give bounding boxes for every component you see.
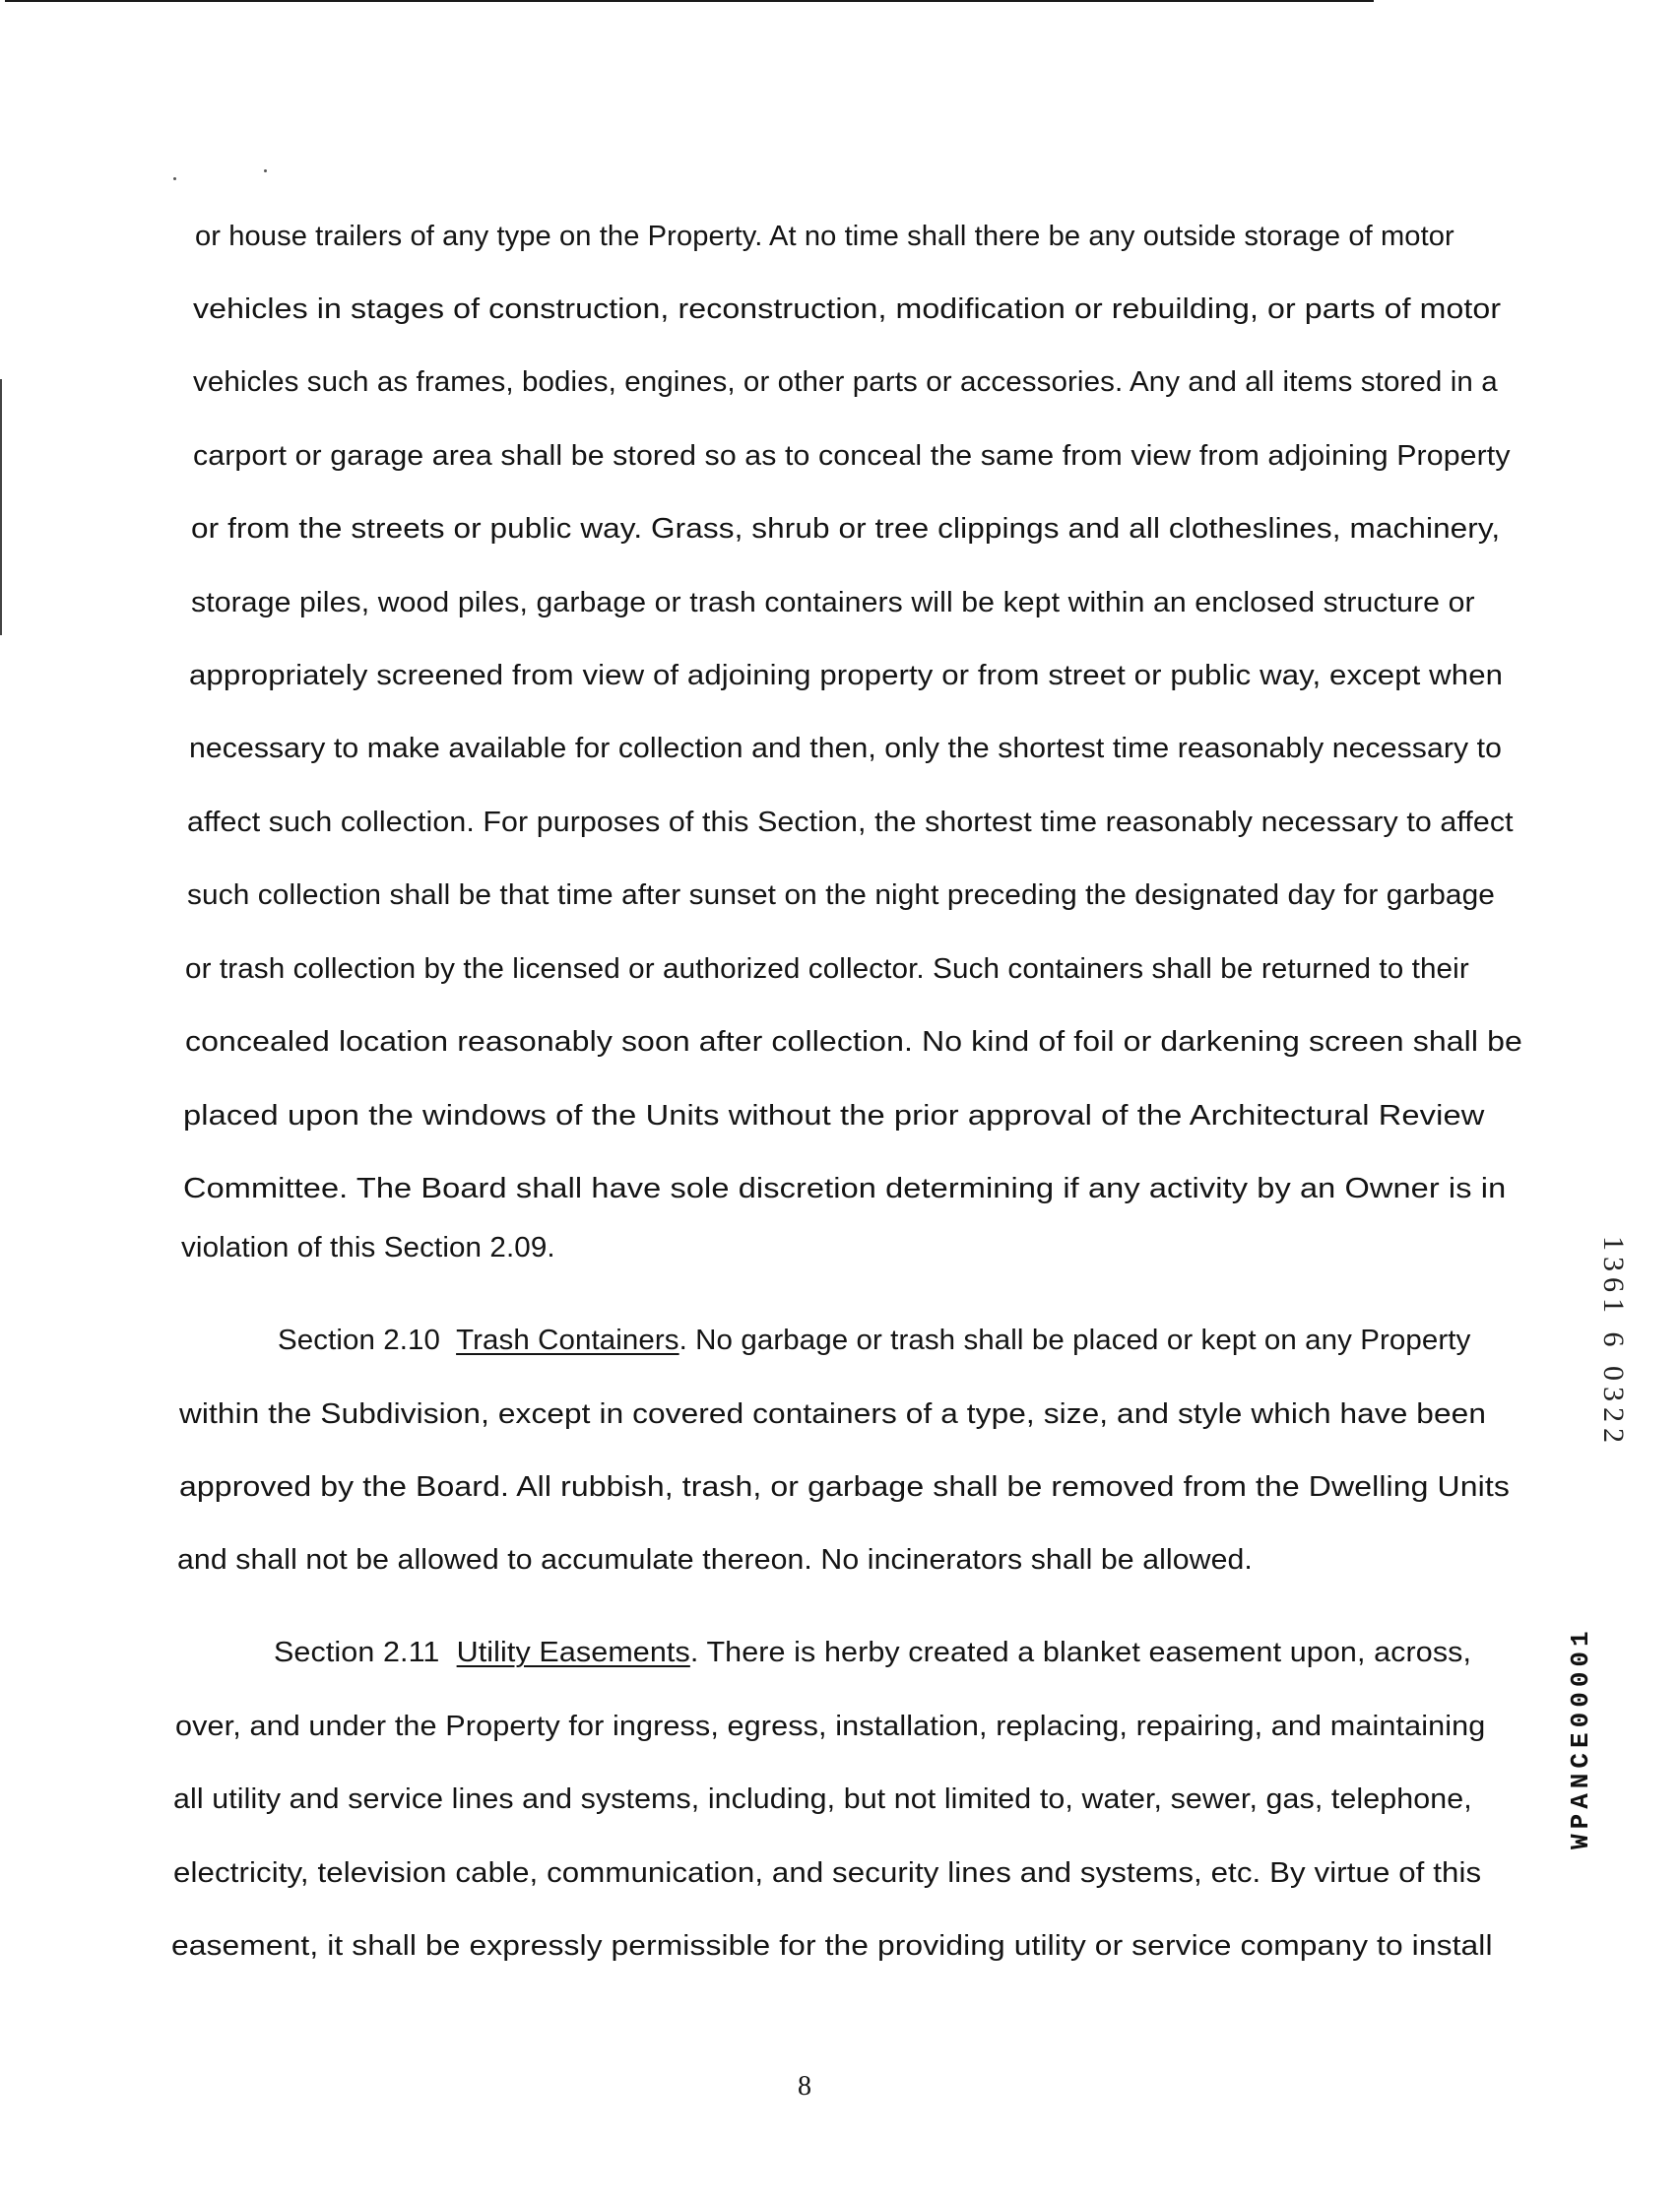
- section-number: Section 2.10: [278, 1325, 441, 1356]
- recording-number-vertical: 1361 6 0322: [1597, 1236, 1630, 1449]
- body-line: placed upon the windows of the Units without the prior approval of the Architectural Review: [183, 1100, 1485, 1132]
- body-line: or house trailers of any type on the Property. At no time shall there be any outside storage of motor: [195, 221, 1454, 252]
- section-heading: Utility Easements: [456, 1637, 690, 1668]
- page-number: 8: [798, 2071, 811, 2102]
- body-line: or trash collection by the licensed or authorized collector. Such containers shall be returned to their: [185, 953, 1469, 985]
- recording-stamp-vertical: WPANCE00001: [1566, 1626, 1595, 1849]
- body-line: easement, it shall be expressly permissible for the providing utility or service company to install: [171, 1930, 1493, 1962]
- body-line: within the Subdivision, except in covered containers of a type, size, and style which have been: [179, 1398, 1486, 1430]
- body-line: such collection shall be that time after sunset on the night preceding the designated day for garbage: [187, 879, 1495, 911]
- section-2-10-first-line: [278, 1323, 1470, 1358]
- section-number: Section 2.11: [274, 1637, 440, 1668]
- scan-speck: [173, 177, 176, 180]
- body-line: or from the streets or public way. Grass, shrub or tree clippings and all clotheslines, machinery,: [191, 513, 1501, 545]
- scan-speck: [264, 169, 267, 172]
- body-line: Committee. The Board shall have sole discretion determining if any activity by an Owner is in: [183, 1173, 1507, 1204]
- body-line: storage piles, wood piles, garbage or trash containers will be kept within an enclosed structure or: [191, 587, 1475, 618]
- body-line: all utility and service lines and systems, including, but not limited to, water, sewer, gas, telephone,: [173, 1783, 1472, 1815]
- body-line: affect such collection. For purposes of this Section, the shortest time reasonably necessary to affect: [187, 807, 1514, 838]
- body-line: vehicles in stages of construction, reconstruction, modification or rebuilding, or parts of motor: [193, 293, 1502, 325]
- body-line: approved by the Board. All rubbish, trash, or garbage shall be removed from the Dwelling Units: [179, 1471, 1510, 1503]
- section-text: . There is herby created a blanket easement upon, across,: [689, 1637, 1472, 1668]
- section-2-11-first-line: [274, 1635, 1471, 1670]
- body-line: appropriately screened from view of adjoining property or from street or public way, except when: [189, 660, 1504, 691]
- body-line: and shall not be allowed to accumulate thereon. No incinerators shall be allowed.: [177, 1544, 1253, 1576]
- body-line: carport or garage area shall be stored so as to conceal the same from view from adjoining Property: [193, 440, 1511, 472]
- body-line: concealed location reasonably soon after collection. No kind of foil or darkening screen shall be: [185, 1026, 1522, 1058]
- body-line: electricity, television cable, communication, and security lines and systems, etc. By virtue of this: [173, 1857, 1482, 1889]
- top-border-line: [5, 0, 1374, 2]
- section-heading: Trash Containers: [456, 1325, 679, 1356]
- body-line: violation of this Section 2.09.: [181, 1232, 555, 1263]
- body-line: vehicles such as frames, bodies, engines, or other parts or accessories. Any and all items stored in a: [193, 366, 1498, 398]
- body-line: necessary to make available for collection and then, only the shortest time reasonably necessary to: [189, 733, 1503, 764]
- body-line: over, and under the Property for ingress, egress, installation, replacing, repairing, and maintaining: [175, 1711, 1486, 1742]
- scan-edge-mark: [0, 379, 2, 635]
- section-text: . No garbage or trash shall be placed or kept on any Property: [678, 1325, 1471, 1356]
